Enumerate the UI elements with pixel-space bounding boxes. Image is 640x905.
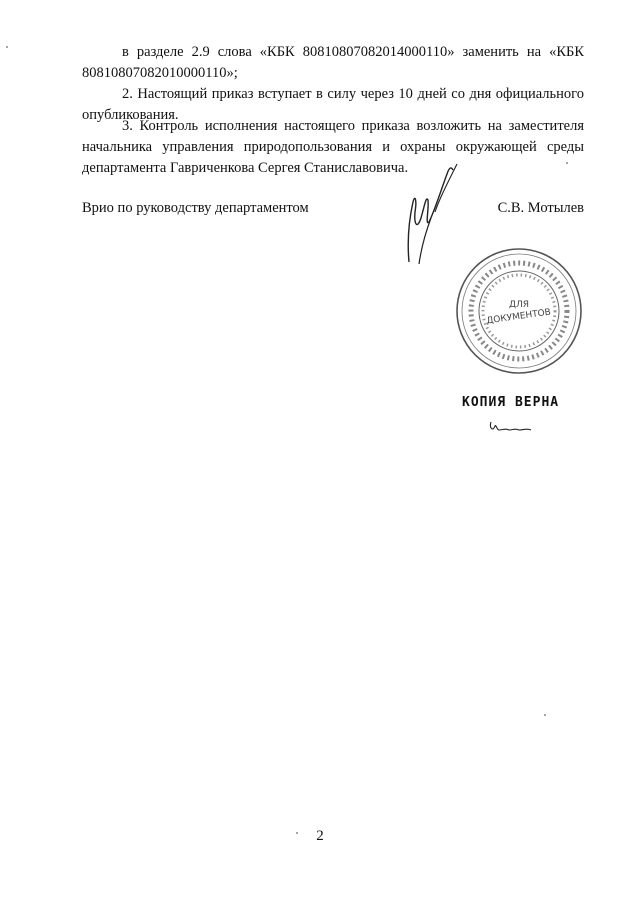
official-seal	[453, 245, 585, 377]
copy-certified-stamp: КОПИЯ ВЕРНА	[462, 395, 560, 410]
scan-speck	[544, 714, 546, 716]
scan-speck	[6, 46, 8, 48]
signatory-name: С.В. Мотылев	[497, 200, 584, 216]
paragraph-effective-date: 2. Настоящий приказ вступает в силу через 10 дней со дня официального опубликования.	[82, 86, 584, 123]
small-initials-signature	[487, 418, 535, 436]
scan-speck	[566, 162, 568, 164]
svg-text:ДОКУМЕНТОВ: ДОКУМЕНТОВ	[485, 307, 552, 327]
svg-text:ДЛЯ: ДЛЯ	[508, 300, 530, 310]
paragraph-kbk-change: в разделе 2.9 слова «КБК 80810807082014000110» заменить на «КБК 80810807082010000110»;	[82, 44, 584, 81]
paragraph-control: 3. Контроль исполнения настоящего приказа возложить на заместителя начальника управления природопользования и охраны окружающей среды департамента Гавриченкова Сергея Станиславовича.	[82, 118, 584, 176]
page-number: 2	[316, 828, 324, 844]
scan-speck	[296, 832, 298, 834]
signatory-position: Врио по руководству департаментом	[82, 200, 309, 216]
